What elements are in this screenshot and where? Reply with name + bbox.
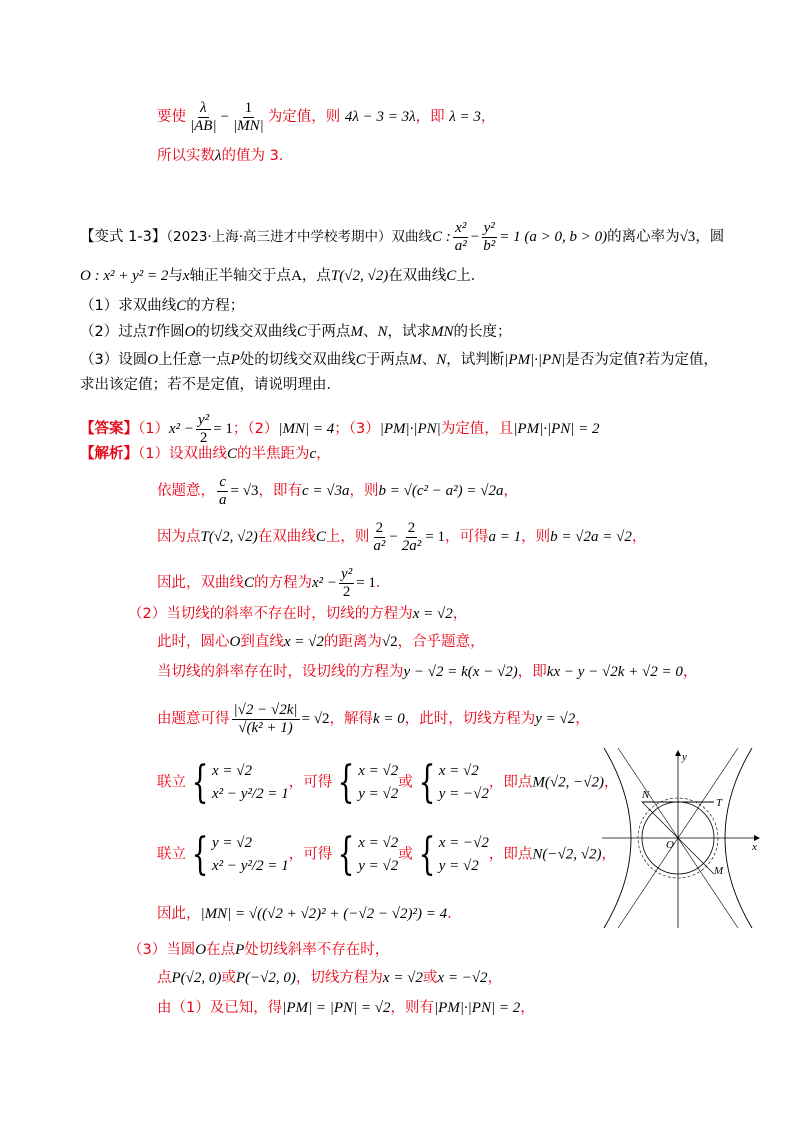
text: ，	[316, 446, 331, 462]
fraction-lambda-ab	[188, 100, 219, 134]
text: （2）过点	[80, 324, 148, 340]
analysis-tag: 【解析】	[80, 446, 138, 462]
text: 在点	[206, 942, 236, 958]
eq: = √2	[301, 711, 330, 727]
text: 的方程为	[254, 575, 313, 591]
question-3	[80, 350, 718, 371]
denominator: |MN|	[233, 117, 264, 134]
text: 在双曲线	[388, 268, 447, 284]
problem-line-2	[80, 266, 485, 287]
analysis-line-14	[157, 998, 535, 1019]
text: 由（1）及已知，得	[157, 1000, 283, 1016]
system-1: { x = √2 x² − y²/2 = 1	[191, 756, 289, 808]
eq: = √3	[230, 483, 259, 499]
numerator: y²	[483, 220, 495, 236]
eq: |MN| = √((√2 + √2)² + (−√2 − √2)²) = 4	[200, 906, 448, 922]
eq: k = 0	[372, 711, 405, 727]
solution-2: { x = √2 y = −√2	[418, 756, 489, 808]
variable: λ	[215, 148, 222, 164]
text: 是否为定值?若为定值，	[565, 352, 719, 368]
row: y = √2	[438, 857, 479, 874]
eq: b = √2a = √2	[550, 529, 632, 545]
text: 轴正半轴交于点	[189, 268, 292, 284]
eq: x² −	[168, 421, 195, 437]
text: ，	[575, 711, 590, 727]
var: A	[291, 268, 302, 284]
eq: |PM| = |PN| = √2	[282, 1000, 391, 1016]
equation: 4λ − 3 = 3λ	[344, 109, 416, 125]
text: 或	[221, 970, 236, 986]
text: 为定值，且	[440, 421, 514, 437]
point-m: M(√2, −√2)	[532, 774, 604, 791]
denominator: √(k² + 1)	[238, 719, 293, 736]
var: x	[182, 268, 190, 284]
text: 作圆	[155, 324, 185, 340]
text: ，即点	[488, 774, 533, 791]
text: ，	[480, 109, 496, 125]
condition: = 1 (a > 0, b > 0)	[499, 229, 608, 245]
point: T(√2, √2)	[200, 529, 258, 545]
text: 联立	[157, 774, 186, 791]
text: ，试求	[387, 324, 431, 340]
text: ，则有	[390, 1000, 435, 1016]
text: 当切线的斜率存在时，设切线的方程为	[157, 664, 404, 680]
var: O	[184, 324, 196, 340]
text: ；（2）	[232, 421, 279, 437]
analysis-line-3	[157, 520, 646, 554]
text: 与	[168, 268, 183, 284]
text: ，可得	[288, 846, 333, 863]
row: x² − y²/2 = 1	[212, 785, 289, 802]
text: 的距离为	[323, 634, 382, 650]
row: x² − y²/2 = 1	[212, 857, 289, 874]
var: O	[147, 352, 159, 368]
hyperbola-figure	[602, 748, 762, 928]
denominator: 2	[342, 583, 351, 600]
analysis-line-11	[157, 904, 462, 925]
fraction-y2-2	[339, 566, 354, 600]
text: 的值为 3．	[221, 148, 294, 164]
text: 的离心率为	[607, 229, 680, 245]
var: C	[296, 324, 307, 340]
eq: x = −√2	[437, 970, 488, 986]
denominator: b²	[483, 237, 496, 254]
text: 联立	[157, 846, 186, 863]
minus: −	[389, 529, 398, 545]
numerator: c	[219, 474, 227, 490]
text: ，	[452, 606, 468, 622]
equation: λ = 3	[449, 109, 481, 125]
analysis-line-2	[157, 474, 518, 508]
eq: x = √2	[382, 970, 423, 986]
text: 点	[157, 970, 172, 986]
eq: = 1	[356, 575, 376, 591]
eq: x = √2	[283, 634, 324, 650]
denominator: 2	[199, 429, 208, 446]
var: T	[147, 324, 156, 340]
fraction-2-a2	[371, 520, 387, 554]
eccentricity: √3	[679, 229, 696, 245]
denominator: |AB|	[190, 117, 217, 134]
fraction-y2-b2	[481, 220, 497, 254]
row: y = √2	[358, 785, 399, 802]
analysis-line-9	[157, 756, 619, 808]
text: 处的切线交双曲线	[239, 352, 356, 368]
solution-4: { x = −√2 y = √2	[418, 828, 489, 880]
analysis-line-8	[157, 702, 590, 736]
point-t: T(√2, √2)	[330, 268, 389, 284]
text: ．	[375, 575, 391, 591]
solution-1: { x = √2 y = √2	[337, 756, 399, 808]
var: C	[226, 446, 237, 462]
var: O	[229, 634, 241, 650]
fraction-y2-2	[196, 412, 211, 446]
text: 处切线斜率不存在时，	[244, 942, 390, 958]
text: 、	[362, 324, 378, 340]
var: M	[409, 352, 422, 368]
point-n: N(−√2, √2)	[532, 846, 602, 863]
eq: x² −	[312, 575, 338, 591]
text: ；（3）	[334, 421, 380, 437]
text: （3）当圆	[128, 942, 196, 958]
analysis-line-4	[157, 566, 390, 600]
row: x = √2	[358, 835, 399, 851]
text: 的方程；	[186, 298, 245, 314]
text: ．	[447, 906, 462, 922]
text: ，	[487, 970, 503, 986]
text: ，圆	[695, 229, 725, 245]
text: （1）	[138, 421, 169, 437]
eq: = 1	[425, 529, 446, 545]
point: P(√2, 0)	[171, 970, 222, 986]
text: 依题意，	[157, 483, 215, 499]
denominator: a²	[454, 237, 467, 254]
text: ，此时，切线方程为	[404, 711, 536, 727]
row: y = √2	[212, 835, 253, 851]
curve-name: C :	[432, 229, 451, 245]
var: P	[235, 942, 245, 958]
row: x = √2	[438, 763, 479, 779]
numerator: |√2 − √2k|	[233, 702, 298, 718]
text: 或	[398, 846, 413, 863]
text: （3）设圆	[80, 352, 148, 368]
numerator: y²	[341, 566, 353, 582]
text: ，即	[415, 109, 445, 125]
eq: y − √2 = k(x − √2)	[403, 664, 518, 680]
eq: c = √3a	[301, 483, 350, 499]
analysis-line-1	[80, 444, 331, 465]
value: √2	[381, 634, 398, 650]
eq: a = 1	[488, 529, 522, 545]
eq: |MN| = 4	[278, 421, 335, 437]
point: P(−√2, 0)	[235, 970, 296, 986]
numerator: x²	[455, 220, 467, 236]
text: ，即	[517, 664, 547, 680]
text: ，可得	[445, 529, 489, 545]
eq: x = √2	[412, 606, 453, 622]
denominator: a	[219, 491, 227, 508]
eq: |PM|·|PN|	[379, 421, 441, 437]
text: ，	[603, 774, 619, 791]
var: C	[315, 529, 326, 545]
system-2: { y = √2 x² − y²/2 = 1	[191, 828, 289, 880]
label-y: y	[682, 751, 687, 763]
analysis-line-7	[157, 662, 697, 683]
text: 为定值，则	[267, 109, 341, 125]
eq: |PM|·|PN| = 2	[513, 421, 600, 437]
var: C	[446, 268, 457, 284]
analysis-line-12	[128, 940, 389, 961]
var: C	[176, 298, 187, 314]
text: ，试判断	[446, 352, 505, 368]
numerator: 2	[375, 520, 384, 536]
solution-3: { x = √2 y = √2	[337, 828, 399, 880]
var: M	[350, 324, 363, 340]
text: 所以实数	[157, 148, 215, 164]
var: O	[195, 942, 207, 958]
var: MN	[430, 324, 454, 340]
top-line-1: 要使 $\frac{\lambda}{|AB|}$ − $\frac{1}{|MN|}$ 为定值，则 4λ − 3 = 3λ，即 λ = 3，	[157, 100, 496, 134]
fraction-distance	[232, 702, 300, 736]
text: 于两点	[306, 324, 351, 340]
top-line-2	[157, 146, 293, 167]
numerator: y²	[198, 412, 210, 428]
numerator: 1	[244, 100, 253, 116]
text: （1）求双曲线	[80, 298, 177, 314]
text: ，即点	[488, 846, 533, 863]
text: ，则	[521, 529, 551, 545]
problem-source: （2023·上海·高三进才中学校考期中）双曲线	[166, 229, 432, 245]
var: C	[244, 575, 255, 591]
analysis-line-5	[128, 604, 467, 625]
eq: y = √2	[535, 711, 576, 727]
label-x: x	[752, 841, 757, 853]
text: 因此，	[157, 906, 201, 922]
text: 上任意一点	[158, 352, 231, 368]
fraction-x2-a2	[453, 220, 469, 254]
text: 因此，双曲线	[157, 575, 244, 591]
text: ，	[520, 1000, 535, 1016]
text: ，	[631, 529, 647, 545]
minus: −	[470, 229, 480, 245]
text: 或	[398, 774, 413, 791]
row: x = √2	[358, 763, 399, 779]
text: ，点	[301, 268, 331, 284]
text: ，合乎题意，	[397, 634, 485, 650]
text: ，可得	[288, 774, 333, 791]
row: x = √2	[212, 763, 253, 779]
text: ，解得	[329, 711, 373, 727]
var: N	[436, 352, 447, 368]
row: y = √2	[358, 857, 399, 874]
text: 要使	[157, 109, 186, 125]
text: 、	[421, 352, 437, 368]
text: （2）当切线的斜率不存在时，切线的方程为	[128, 606, 413, 622]
label-t: T	[716, 797, 723, 809]
text: （1）设双曲线	[138, 446, 227, 462]
text: 在双曲线	[257, 529, 316, 545]
eq: kx − y − √2k + √2 = 0	[546, 664, 683, 680]
text: ，	[601, 846, 616, 863]
text: 或	[422, 970, 438, 986]
var: N	[377, 324, 388, 340]
text: ，则	[349, 483, 379, 499]
text: 于两点	[365, 352, 410, 368]
text: 此时，圆心	[157, 634, 230, 650]
denominator: a²	[373, 537, 386, 554]
eq: b = √(c² − a²) = √2a	[378, 483, 504, 499]
label-o: O	[666, 839, 674, 851]
row: x = −√2	[438, 835, 489, 851]
text: ，	[503, 483, 518, 499]
eq: = 1	[213, 421, 233, 437]
question-1	[80, 296, 244, 317]
text: 求出该定值；若不是定值，请说明理由．	[80, 377, 341, 393]
text: 因为点	[157, 529, 201, 545]
answer-line	[80, 412, 600, 446]
text: 的长度；	[453, 324, 512, 340]
text: 上，则	[325, 529, 370, 545]
analysis-line-6	[157, 632, 485, 653]
denominator: 2a²	[401, 537, 422, 554]
numerator: 2	[407, 520, 416, 536]
text: 的半焦距为	[237, 446, 310, 462]
text: 由题意可得	[157, 711, 230, 727]
eq: |PM|·|PN| = 2	[434, 1000, 521, 1016]
circle-eq: O : x² + y² = 2	[80, 268, 169, 284]
numerator: λ	[200, 100, 207, 116]
question-3-line-2	[80, 376, 341, 396]
answer-tag: 【答案】	[80, 421, 138, 437]
label-n: N	[642, 789, 650, 801]
text: ，切线方程为	[295, 970, 383, 986]
fraction-c-a	[217, 474, 229, 508]
label-m: M	[714, 865, 724, 877]
fraction-one-mn	[231, 100, 266, 134]
row: y = −√2	[438, 785, 489, 802]
var: C	[355, 352, 366, 368]
text: ，	[682, 664, 698, 680]
fraction-2-2a2	[400, 520, 424, 554]
problem-line-1	[80, 220, 724, 254]
problem-tag: 【变式 1-3】	[80, 229, 167, 245]
question-2	[80, 322, 511, 343]
text: ，即有	[258, 483, 302, 499]
var: P	[230, 352, 240, 368]
text: 到直线	[240, 634, 284, 650]
y-axis-arrow	[675, 750, 681, 756]
text: 的切线交双曲线	[195, 324, 297, 340]
text: 上．	[456, 268, 486, 284]
analysis-line-13	[157, 968, 502, 989]
expression: |PM|·|PN|	[504, 352, 566, 368]
analysis-line-10	[157, 828, 616, 880]
var: c	[309, 446, 317, 462]
